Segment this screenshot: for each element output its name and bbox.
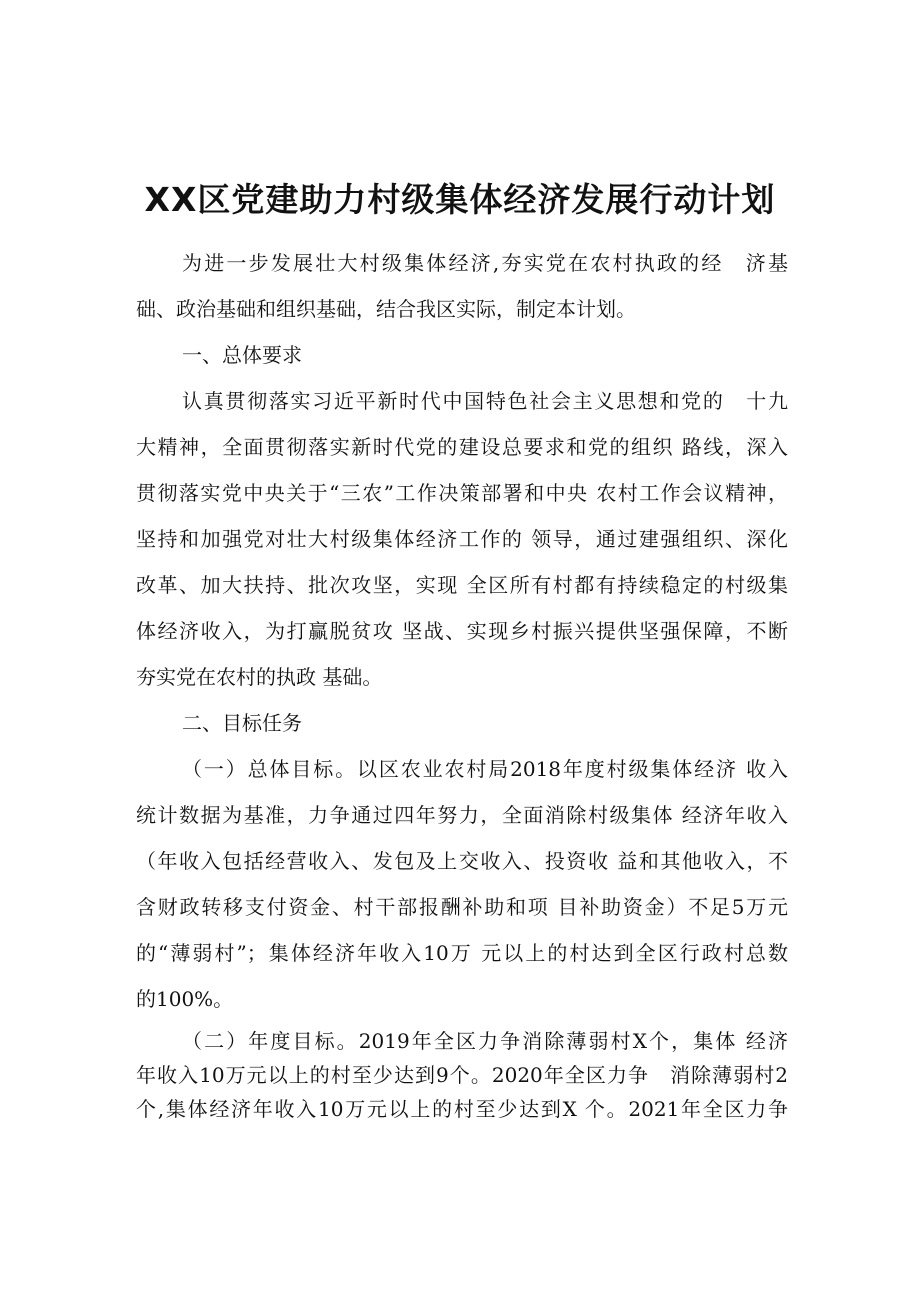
- paragraph-line: 改革、加大扶持、批次攻坚，实现 全区所有村都有持续稳定的村级集: [136, 573, 788, 597]
- paragraph-line: 夯实党在农村的执政 基础。: [136, 665, 383, 689]
- paragraph-line: 的100%。: [136, 987, 234, 1011]
- paragraph-line: （二）年度目标。2019年全区力争消除薄弱村X个，集体 经济: [182, 1029, 788, 1053]
- document-title: XX区党建助力村级集体经济发展行动计划: [144, 180, 776, 219]
- paragraph-line: 个,集体经济年收入10万元以上的村至少达到X 个。2021年全区力争: [136, 1097, 788, 1121]
- paragraph-line: 体经济收入，为打赢脱贫攻 坚战、实现乡村振兴提供坚强保障，不断: [136, 619, 788, 643]
- paragraph-line: 的“薄弱村”；集体经济年收入10万 元以上的村达到全区行政村总数: [136, 941, 788, 965]
- paragraph-line: 含财政转移支付资金、村干部报酬补助和项 目补助资金）不足5万元: [136, 895, 788, 919]
- paragraph-line: （一）总体目标。以区农业农村局2018年度村级集体经济 收入: [182, 757, 788, 781]
- paragraph-line: 坚持和加强党对壮大村级集体经济工作的 领导，通过建强组织、深化: [136, 527, 788, 551]
- paragraph-line: 年收入10万元以上的村至少达到9个。2020年全区力争 消除薄弱村2: [136, 1063, 788, 1087]
- paragraph-line: 贯彻落实党中央关于“三农”工作决策部署和中央 农村工作会议精神，: [136, 481, 788, 505]
- section-heading-goals-tasks: 二、目标任务: [182, 711, 302, 735]
- paragraph-line: 大精神，全面贯彻落实新时代党的建设总要求和党的组织 路线，深入: [136, 435, 788, 459]
- intro-line: 础、政治基础和组织基础，结合我区实际，制定本计划。: [136, 297, 636, 321]
- document-body: [136, 240, 788, 1126]
- paragraph-line: 统计数据为基准，力争通过四年努力，全面消除村级集体 经济年收入: [136, 803, 788, 827]
- section-heading-general-requirements: 一、总体要求: [182, 343, 302, 367]
- intro-line: 为进一步发展壮大村级集体经济,夯实党在农村执政的经 济基: [182, 251, 788, 275]
- paragraph-line: （年收入包括经营收入、发包及上交收入、投资收 益和其他收入，不: [136, 849, 788, 873]
- paragraph-line: 认真贯彻落实习近平新时代中国特色社会主义思想和党的 十九: [182, 389, 788, 413]
